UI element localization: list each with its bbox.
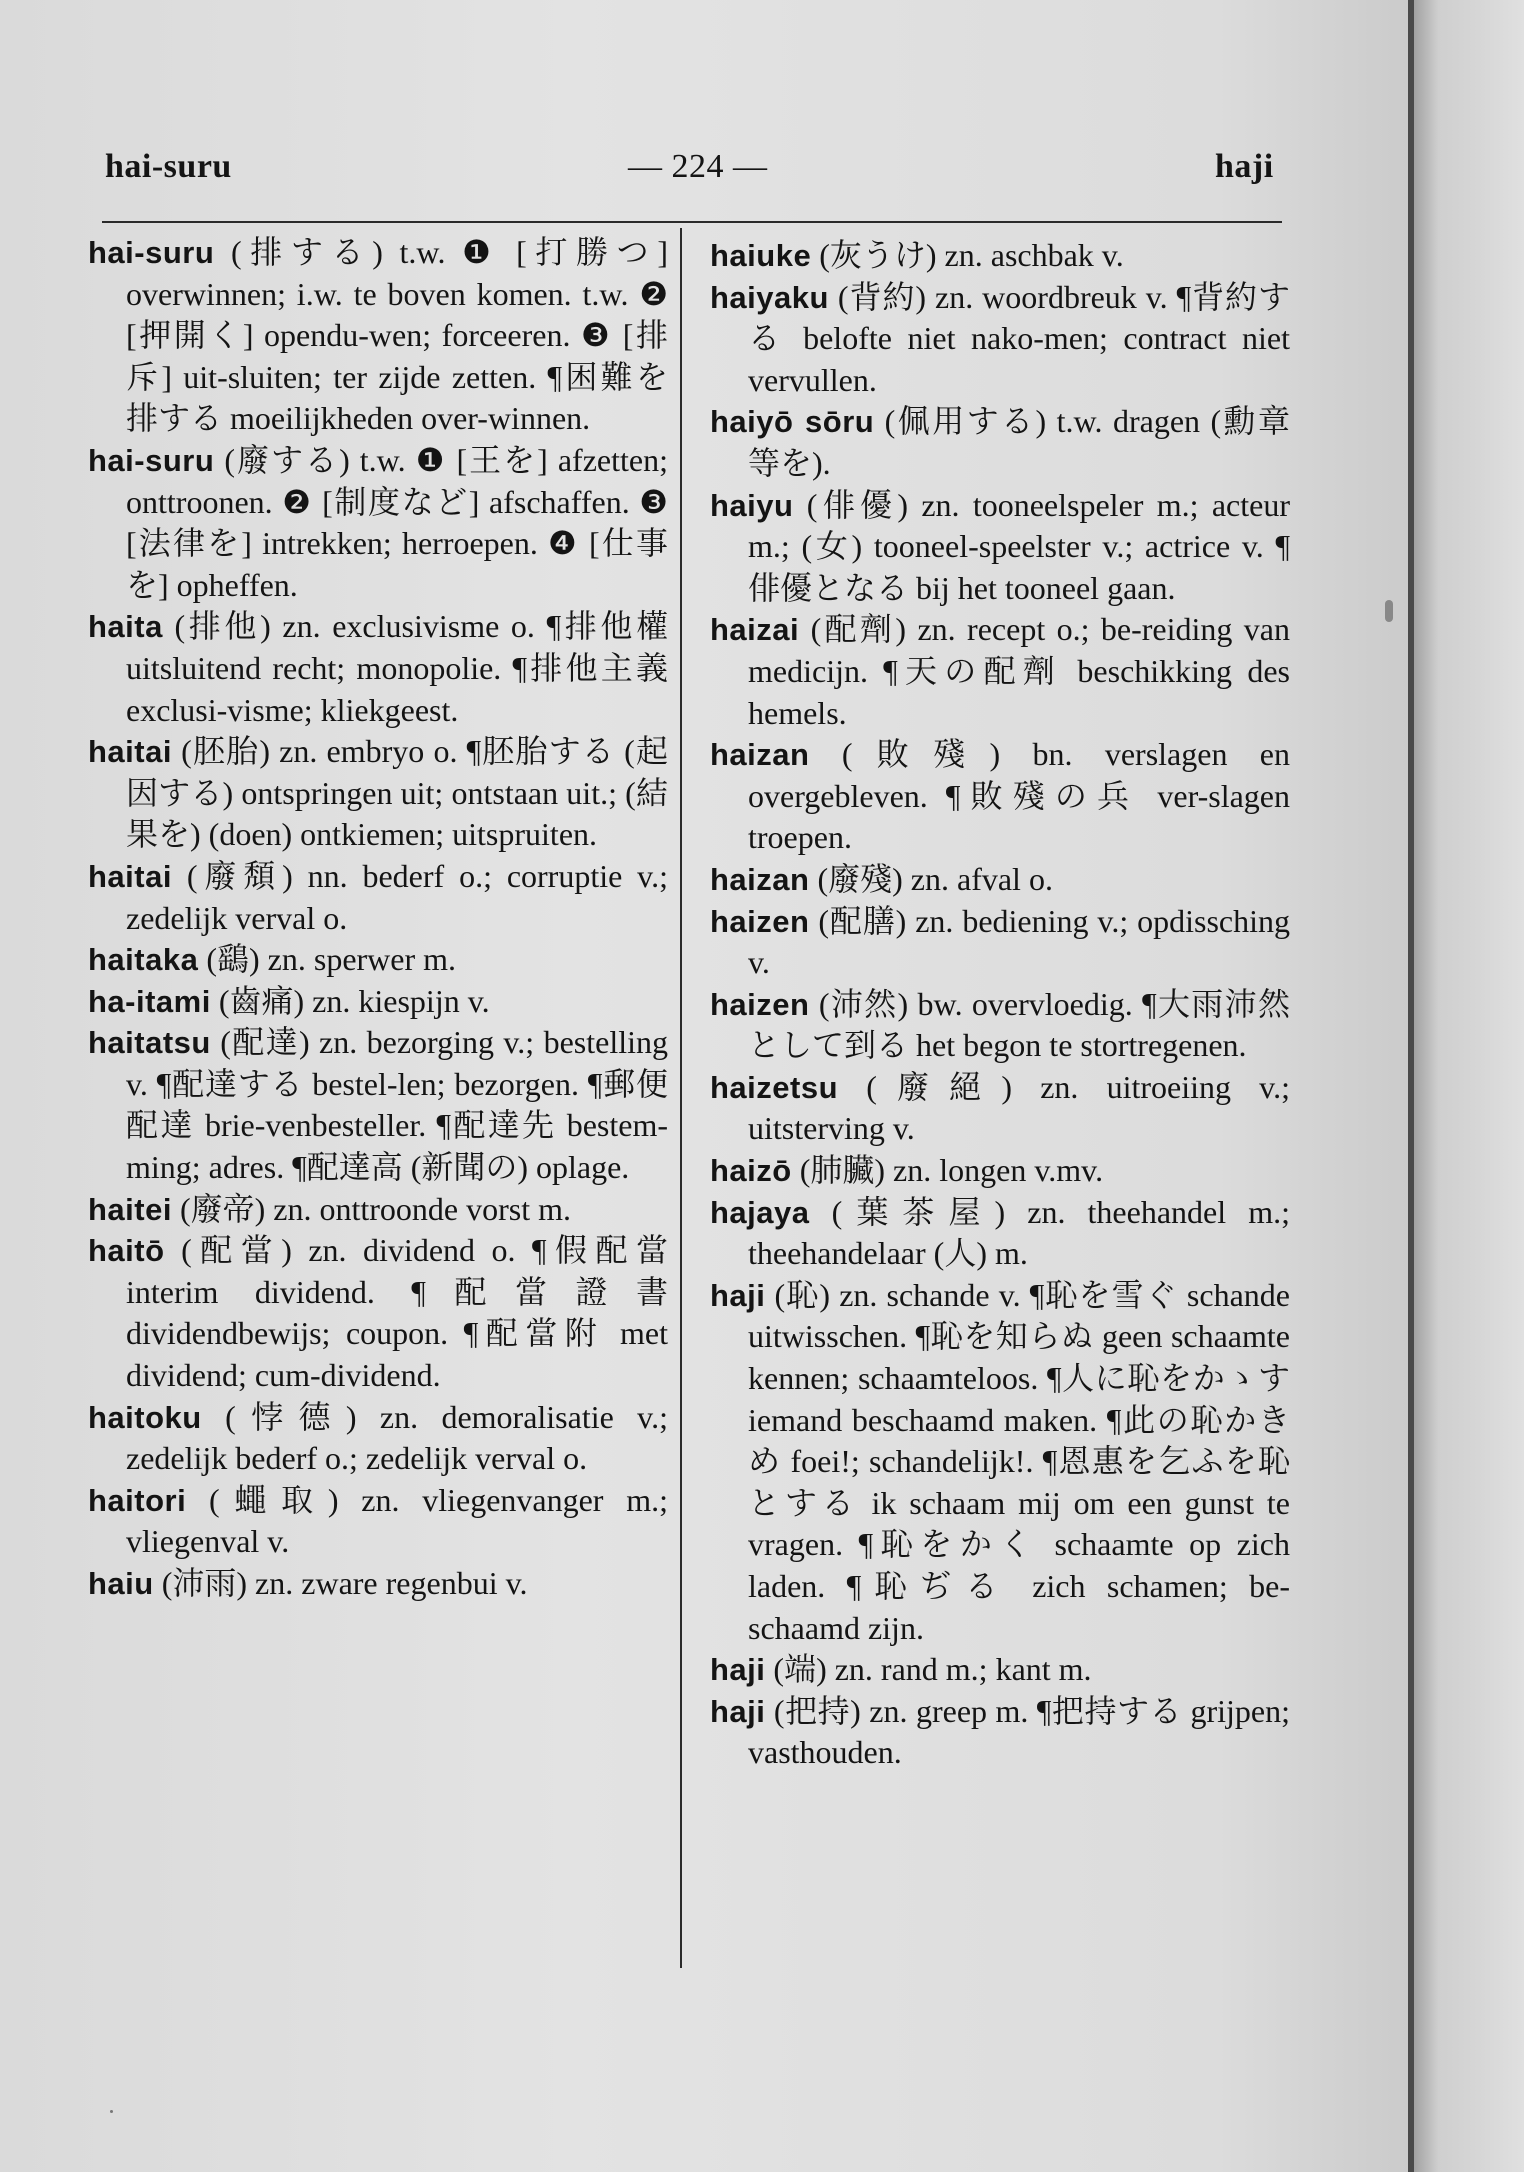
entry-text: (配當) zn. dividend o. ¶假配當 interim dividend. ¶配當證書 dividendbewijs; coupon. ¶配當附 met dividend; cum-dividend. (126, 1232, 668, 1394)
entry-text: (鷂) zn. sperwer m. (206, 941, 457, 978)
left-column (88, 232, 668, 1605)
headword: haitai (88, 858, 172, 894)
entry-text: (沛雨) zn. zware regenbui v. (161, 1565, 528, 1601)
dictionary-entry (88, 856, 668, 939)
headword: haitō (88, 1233, 165, 1269)
entry-text: (排他) zn. exclusivisme o. ¶排他權 uitsluitend recht; monopolie. ¶排他主義 exclusi-visme; kliekgeest. (126, 608, 668, 728)
entry-text: (悖德) zn. demoralisatie v.; zedelijk bederf o.; zedelijk verval o. (126, 1398, 668, 1477)
entry-text: (胚胎) zn. embryo o. ¶胚胎する (起因する) ontspringen uit; ontstaan uit.; (結果を) (doen) ontkiemen; uitspruiten. (126, 733, 668, 853)
headword: haitai (88, 734, 172, 770)
dictionary-entry (710, 859, 1290, 901)
headword: haiyaku (710, 279, 829, 315)
entry-text: (蠅取) zn. vliegenvanger m.; vliegenval v. (126, 1481, 668, 1560)
dictionary-entry (710, 485, 1290, 610)
headword: hajaya (710, 1194, 810, 1230)
header-rule (102, 221, 1282, 223)
headword: ha-itami (88, 983, 211, 1019)
paper-speck (110, 2110, 113, 2113)
dictionary-entry (710, 1649, 1290, 1691)
column-divider (680, 228, 682, 1968)
entry-text: (排する) t.w. ❶ [打勝つ] overwinnen; i.w. te boven komen. t.w. ❷ [押開く] opendu-wen; forceeren. ❸ [排斥] uit-sluiten; ter zijde zetten. ¶困難を排する moeilijkheden over-winnen. (126, 234, 668, 437)
headword: haizetsu (710, 1069, 839, 1105)
right-column (710, 235, 1290, 1774)
headword: haitoku (88, 1399, 202, 1435)
headword: haji (710, 1277, 766, 1313)
dictionary-entry (88, 1022, 668, 1188)
entry-text: (把持) zn. greep m. ¶把持する grijpen; vasthouden. (748, 1692, 1290, 1771)
page-gutter-shadow (1408, 0, 1414, 2172)
dictionary-entry (88, 440, 668, 606)
dictionary-entry (88, 1230, 668, 1396)
entry-text: (廢絕) zn. uitroeiing v.; uitsterving v. (748, 1068, 1290, 1147)
entry-text: (齒痛) zn. kiespijn v. (218, 982, 490, 1019)
headword: haizai (710, 612, 800, 648)
entry-text: (沛然) bw. overvloedig. ¶大雨沛然として到る het begon te stortregenen. (748, 985, 1290, 1064)
entry-text: (廢する) t.w. ❶ [王を] afzetten; onttroonen. ❷ [制度など] afschaffen. ❸ [法律を] intrekken; herroepen. ❹ [仕事を] opheffen. (126, 441, 668, 603)
dictionary-entry (88, 232, 668, 440)
dictionary-entry (710, 277, 1290, 402)
headword: haiu (88, 1566, 154, 1601)
dictionary-entry (88, 731, 668, 856)
dictionary-entry (710, 1150, 1290, 1192)
headword: hai-suru (88, 235, 215, 270)
dictionary-entry (710, 235, 1290, 277)
entry-text: (肺臟) zn. longen v.mv. (799, 1152, 1104, 1189)
dictionary-entry (88, 1189, 668, 1231)
headword: haizan (710, 861, 810, 897)
entry-text: (恥) zn. schande v. ¶恥を雪ぐ schande uitwisschen. ¶恥を知らぬ geen schaamte kennen; schaamteloos. ¶人に恥をかゝす iemand beschaamd maken. ¶此の恥かきめ foei!; schandelijk!. ¶恩惠を乞ふを恥とする ik schaam mij om een gunst te vragen. ¶恥をかく schaamte op zich laden. ¶恥ぢる zich schamen; be-schaamd zijn. (748, 1276, 1290, 1646)
running-head-right: haji (1215, 148, 1274, 185)
dictionary-entry (710, 609, 1290, 734)
entry-text: (廢頽) nn. bederf o.; corruptie v.; zedelijk verval o. (126, 857, 668, 936)
entry-text: (配劑) zn. recept o.; be-reiding van medicijn. ¶天の配劑 beschikking des hemels. (748, 611, 1290, 731)
headword: haitori (88, 1482, 187, 1518)
dictionary-entry (710, 401, 1290, 484)
entry-text: (廢殘) zn. afval o. (817, 860, 1053, 897)
headword: haiyu (710, 487, 794, 523)
headword: haji (710, 1693, 766, 1729)
headword: haizen (710, 986, 810, 1022)
entry-text: (配膳) zn. bediening v.; opdissching v. (748, 902, 1290, 981)
entry-text: (配達) zn. bezorging v.; bestelling v. ¶配達する bestel-len; bezorgen. ¶郵便配達 brie-venbesteller. ¶配達先 bestem-ming; adres. ¶配達高 (新聞の) oplage. (126, 1024, 668, 1186)
dictionary-entry (710, 901, 1290, 984)
entry-text: (佩用する) t.w. dragen (勳章等を). (748, 403, 1290, 481)
entry-text: (背約) zn. woordbreuk v. ¶背約する belofte niet nako-men; contract niet vervullen. (748, 278, 1290, 398)
dictionary-entry (88, 939, 668, 981)
headword: haizan (710, 737, 810, 773)
dictionary-entry (88, 1480, 668, 1563)
entry-text: (端) zn. rand m.; kant m. (773, 1651, 1092, 1688)
running-head-left: hai-suru (105, 148, 232, 185)
dictionary-entry (710, 1691, 1290, 1774)
headword: haitaka (88, 942, 199, 978)
headword: haizō (710, 1153, 792, 1189)
dictionary-entry (88, 981, 668, 1023)
dictionary-entry (710, 734, 1290, 859)
headword: haitatsu (88, 1025, 211, 1061)
headword: haita (88, 609, 163, 645)
dictionary-entry (710, 1192, 1290, 1275)
headword: haiuke (710, 238, 812, 273)
entry-text: (廢帝) zn. onttroonde vorst m. (179, 1190, 572, 1227)
entry-text: (灰うけ) zn. aschbak v. (819, 237, 1124, 273)
dictionary-entry (710, 1275, 1290, 1649)
dictionary-entry (88, 1563, 668, 1605)
headword: haizen (710, 903, 810, 939)
facing-page-edge (1410, 0, 1524, 2172)
headword: hai-suru (88, 442, 215, 478)
dictionary-entry (710, 1067, 1290, 1150)
entry-text: (俳優) zn. tooneelspeler m.; acteur m.; (女) tooneel-speelster v.; actrice v. ¶俳優となる bij het tooneel gaan. (748, 486, 1290, 606)
entry-text: (敗殘) bn. verslagen en overgebleven. ¶敗殘の兵 ver-slagen troepen. (748, 736, 1290, 856)
headword: haiyō sōru (710, 404, 875, 440)
dictionary-entry (710, 984, 1290, 1067)
entry-text: (葉茶屋) zn. theehandel m.; theehandelaar (人) m. (748, 1193, 1290, 1272)
page-number: — 224 — (628, 148, 768, 185)
headword: haitei (88, 1191, 172, 1227)
dictionary-entry (88, 606, 668, 731)
paper-blemish (1385, 600, 1393, 622)
headword: haji (710, 1652, 766, 1688)
dictionary-entry (88, 1397, 668, 1480)
